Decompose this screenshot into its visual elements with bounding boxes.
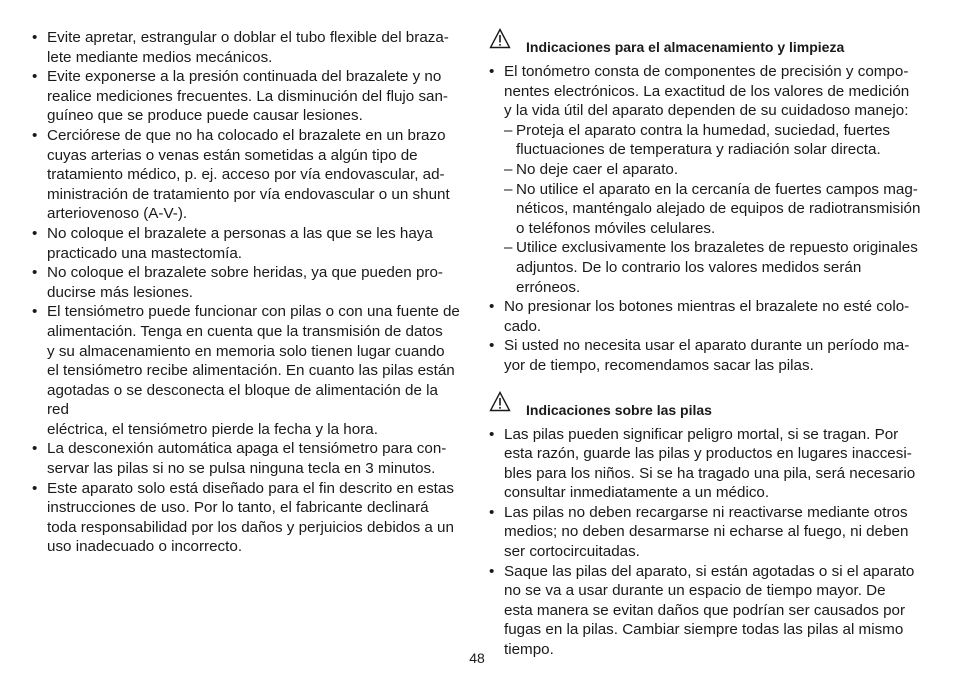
text-line: ser cortocircuitadas. [504,543,640,561]
bullet-list-item [32,263,464,302]
text-line: medios; no deben desarmarse ni echarse al fuego, ni deben [504,523,909,541]
bullet-marker: • [32,29,38,46]
bullet-list-item [489,62,923,121]
text-line: Evite apretar, estrangular o doblar el tubo flexible del braza- [47,29,449,46]
text-line: Si usted no necesita usar el aparato durante un período ma- [504,337,910,355]
text-line: No coloque el brazalete a personas a las que se les haya [47,224,433,242]
bullet-list-item [32,439,464,478]
text-line: esta razón, guarde las pilas y productos en lugares inaccesi- [504,445,912,463]
storage-section-body [489,62,923,376]
text-line: agotadas o se desconecta el bloque de alimentación de la red [47,381,438,419]
text-line: y su almacenamiento en memoria solo tienen lugar cuando [47,342,445,360]
text-line: No utilice el aparato en la cercanía de fuertes campos mag- [516,180,918,198]
bullet-list-item [32,224,464,263]
bullet-list-item [489,562,923,660]
bullet-marker: • [489,562,495,580]
bullet-list-item [489,297,923,336]
bullet-marker: • [489,337,495,355]
text-line: néticos, manténgalo alejado de equipos de radiotransmisión [516,200,921,218]
text-line: adjuntos. De lo contrario los valores medidos serán erróneos. [516,258,862,296]
bullet-list-item [32,302,464,439]
text-line: ministración de tratamiento por vía endovascular o un shunt [47,185,450,203]
text-line: instrucciones de uso. Por lo tanto, el fabricante declinará [47,499,429,517]
text-line: y la vida útil del aparato dependen de su cuidadoso manejo: [504,102,909,120]
right-column [489,28,923,660]
text-line: fluctuaciones de temperatura y radiación solar directa. [516,141,881,159]
text-line: El tonómetro consta de componentes de precisión y compo- [504,63,909,80]
bullet-marker: • [489,425,495,443]
text-line: practicado una mastectomía. [47,244,243,262]
page-number: 48 [469,650,485,666]
warning-triangle-icon [489,391,511,412]
bullet-marker: • [489,63,495,80]
text-line: realice mediciones frecuentes. La disminución del flujo san- [47,87,448,105]
dash-list-item [489,160,923,180]
text-line: cuyas arterias o venas están sometidas a algún tipo de [47,146,418,164]
bullet-marker: • [32,479,38,497]
bullet-list-item [489,503,923,562]
text-line: Evite exponerse a la presión continuada del brazalete y no [47,68,442,86]
text-line: No presionar los botones mientras el brazalete no esté colo- [504,298,910,316]
batteries-section-body [489,425,923,660]
bullet-list-item [32,126,464,224]
text-line: La desconexión automática apaga el tensiómetro para con- [47,440,447,458]
text-line: Utilice exclusivamente los brazaletes de repuesto originales [516,239,918,257]
text-line: servar las pilas si no se pulsa ninguna tecla en 3 minutos. [47,460,436,478]
text-line: Saque las pilas del aparato, si están agotadas o si el aparato [504,562,915,580]
dash-list-item [489,180,923,239]
text-line: arteriovenoso (A-V-). [47,205,188,223]
text-line: Cerciórese de que no ha colocado el brazalete en un brazo [47,126,446,144]
text-line: lete mediante medios mecánicos. [47,48,273,66]
text-line: ducirse más lesiones. [47,283,194,301]
dash-list-item [489,238,923,297]
text-line: yor de tiempo, recomendamos sacar las pilas. [504,356,814,374]
bullet-list-item [32,67,464,126]
text-line: No coloque el brazalete sobre heridas, ya que pueden pro- [47,264,443,282]
text-line: fugas en la pilas. Cambiar siempre todas las pilas al mismo [504,621,904,639]
bullet-list-item [32,28,464,67]
dash-marker: – [504,160,513,178]
text-line: nentes electrónicos. La exactitud de los valores de medición [504,82,910,100]
batteries-section-heading [489,391,923,425]
text-line: no se va a usar durante un espacio de tiempo mayor. De [504,582,886,600]
warning-triangle-icon [489,28,511,49]
text-line: tratamiento médico, p. ej. acceso por vía endovascular, ad- [47,166,445,184]
batteries-section-title: Indicaciones sobre las pilas [526,401,712,418]
text-line: toda responsabilidad por los daños y perjuicios debidos a un [47,518,454,536]
bullet-list-item [489,336,923,375]
text-line: El tensiómetro puede funcionar con pilas o con una fuente de [47,303,460,321]
text-line: uso inadecuado o incorrecto. [47,538,243,556]
text-line: consultar inmediatamente a un médico. [504,484,770,502]
dash-marker: – [504,239,513,257]
text-line: No deje caer el aparato. [516,160,679,178]
text-line: guíneo que se produce puede causar lesiones. [47,107,363,125]
text-line: bles para los niños. Si se ha tragado una pila, será necesario [504,464,916,482]
bullet-marker: • [32,224,38,242]
text-line: eléctrica, el tensiómetro pierde la fecha y la hora. [47,420,378,438]
bullet-list-item [489,425,923,503]
text-line: Las pilas pueden significar peligro mortal, si se tragan. Por [504,425,899,443]
dash-marker: – [504,121,513,139]
bullet-marker: • [32,126,38,144]
bullet-marker: • [489,298,495,316]
bullet-marker: • [32,303,38,321]
left-column [32,28,464,557]
dash-marker: – [504,180,513,198]
bullet-marker: • [489,503,495,521]
dash-list-item [489,121,923,160]
storage-section-title: Indicaciones para el almacenamiento y limpieza [526,39,845,55]
text-line: Proteja el aparato contra la humedad, suciedad, fuertes [516,121,891,139]
bullet-marker: • [32,440,38,458]
text-line: el tensiómetro recibe alimentación. En cuanto las pilas están [47,362,455,380]
storage-section-heading [489,28,923,62]
text-line: Este aparato solo está diseñado para el fin descrito en estas [47,479,454,497]
text-line: tiempo. [504,641,554,659]
bullet-marker: • [32,68,38,86]
text-line: o teléfonos móviles celulares. [516,219,716,237]
text-line: esta manera se evitan daños que podrían ser causados por [504,601,906,619]
text-line: cado. [504,317,542,335]
bullet-marker: • [32,264,38,282]
text-line: alimentación. Tenga en cuenta que la transmisión de datos [47,322,443,340]
text-line: Las pilas no deben recargarse ni reactivarse mediante otros [504,503,908,521]
bullet-list-item [32,479,464,557]
